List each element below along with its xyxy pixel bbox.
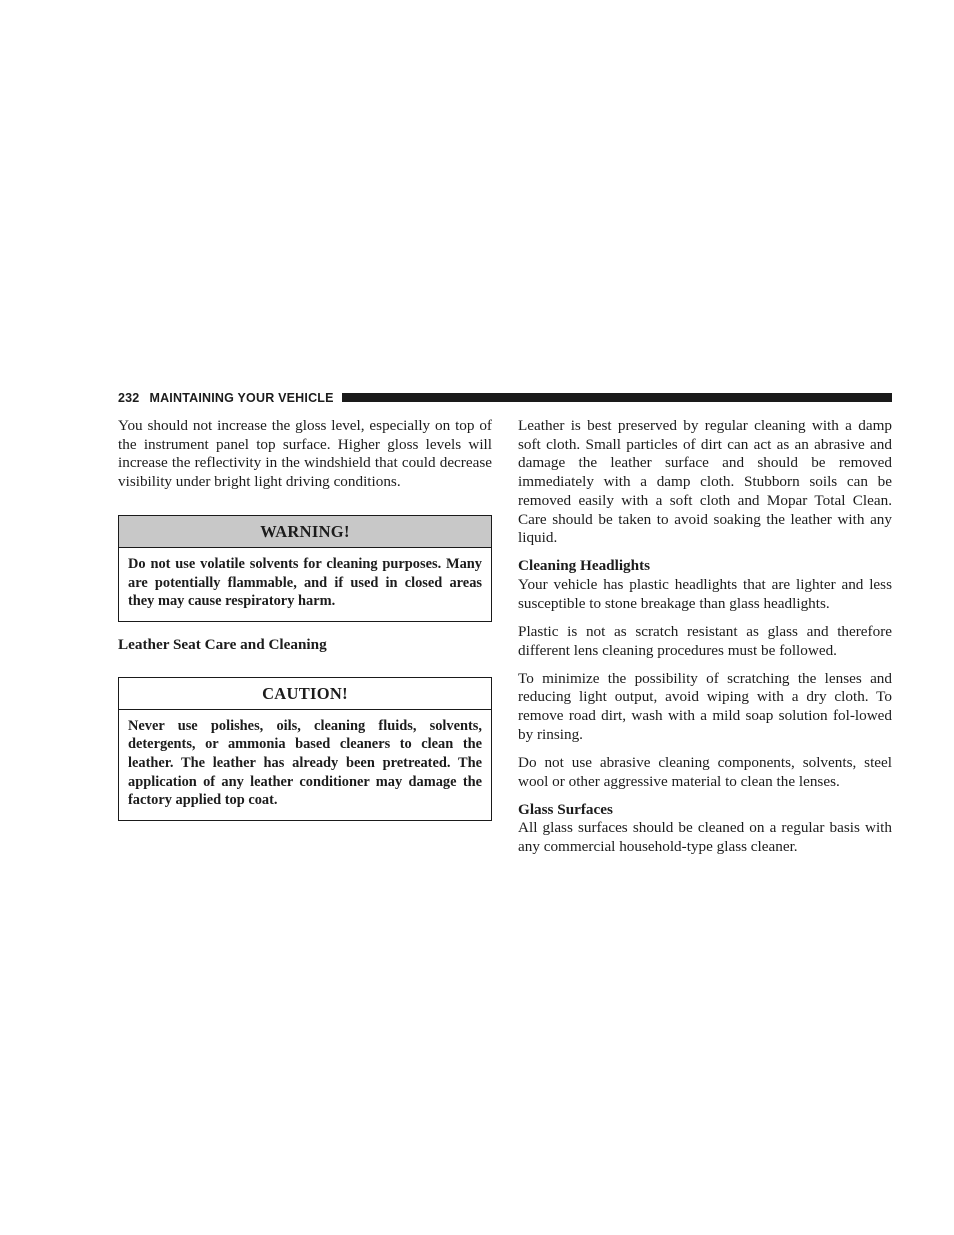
header-rule <box>342 393 892 402</box>
section-title: MAINTAINING YOUR VEHICLE <box>149 390 334 405</box>
page-header <box>118 389 892 406</box>
warning-box <box>118 515 492 622</box>
page-number: 232 <box>118 390 140 405</box>
glass-paragraph: All glass surfaces should be cleaned on a regular basis with any commercial household-type glass cleaner. <box>518 819 892 856</box>
headlights-paragraph-1: Your vehicle has plastic headlights that are lighter and less susceptible to stone breakage than glass headlights. <box>518 576 892 612</box>
left-column <box>118 417 492 821</box>
leather-heading: Leather Seat Care and Cleaning <box>118 635 327 653</box>
caution-title: CAUTION! <box>119 678 491 710</box>
warning-title: WARNING! <box>119 516 491 548</box>
caution-body: Never use polishes, oils, cleaning fluids, solvents, detergents, or ammonia based cleaners to clean the leather. The leather has already been pretreated. The application of any leather conditioner may damage the factory applied top coat. <box>128 717 482 809</box>
warning-body: Do not use volatile solvents for cleaning purposes. Many are potentially flammable, and if used in closed areas they may cause respiratory harm. <box>128 555 482 610</box>
headlights-heading: Cleaning Headlights <box>518 557 651 575</box>
gloss-paragraph: You should not increase the gloss level, especially on top of the instrument panel top surface. Higher gloss levels will increase the reflectivity in the windshield that could decrease visibility under bright light driving conditions. <box>118 417 492 491</box>
right-column <box>518 417 892 866</box>
glass-heading: Glass Surfaces <box>518 800 613 818</box>
headlights-paragraph-3: To minimize the possibility of scratching the lenses and reducing light output, avoid wiping with a dry cloth. To remove road dirt, wash with a mild soap solution fol-lowed by rinsing. <box>518 669 892 743</box>
caution-box <box>118 677 492 822</box>
leather-paragraph: Leather is best preserved by regular cleaning with a damp soft cloth. Small particles of dirt can act as an abrasive and damage the leather surface and should be removed immediately with a damp cloth. Stubborn soils can be removed easily with a soft cloth and Mopar Total Clean. Care should be taken to avoid soaking the leather with any liquid. <box>518 417 892 547</box>
headlights-paragraph-2: Plastic is not as scratch resistant as glass and therefore different lens cleaning procedures must be followed. <box>518 622 892 659</box>
headlights-paragraph-4: Do not use abrasive cleaning components, solvents, steel wool or other aggressive material to clean the lenses. <box>518 753 892 790</box>
